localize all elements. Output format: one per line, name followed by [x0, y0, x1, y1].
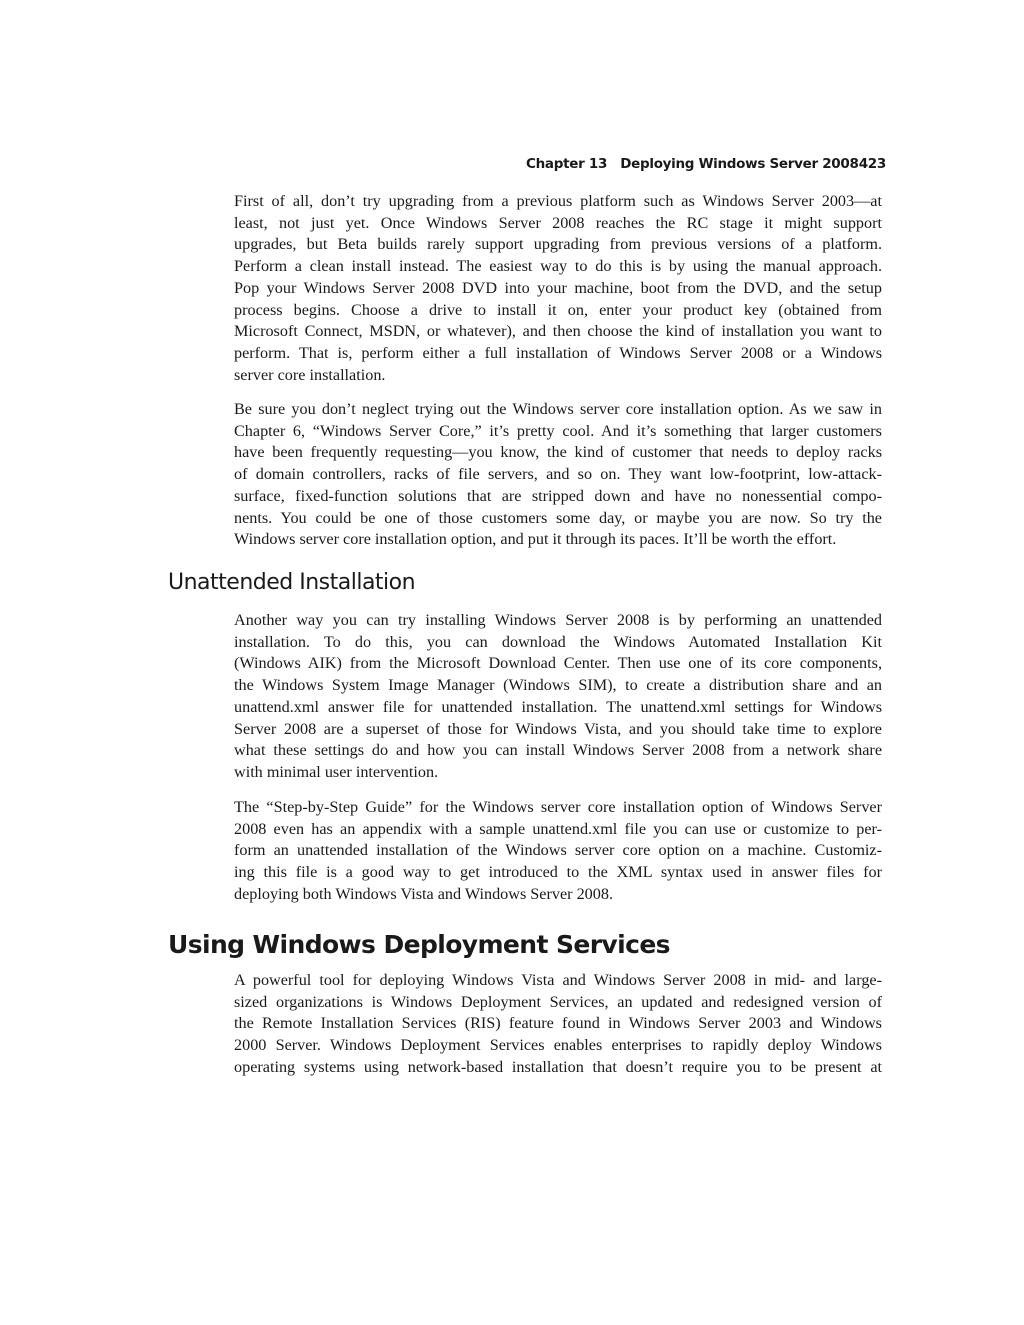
text-line: Pop your Windows Server 2008 DVD into your machine, boot from the DVD, and the setup — [234, 278, 882, 297]
text-line: of domain controllers, racks of file servers, and so on. They want low-footprint, low-attack- — [234, 465, 882, 484]
text-line: the Remote Installation Services (RIS) feature found in Windows Server 2003 and Windows — [234, 1014, 882, 1033]
paragraph-1 — [234, 191, 882, 386]
text-line: Windows server core installation option, and put it through its paces. It’ll be worth the effort. — [234, 530, 837, 549]
text-line: have been frequently requesting—you know, the kind of customer that needs to deploy racks — [234, 443, 882, 462]
text-line: Another way you can try installing Windows Server 2008 is by performing an unattended — [234, 611, 882, 629]
text-line: Perform a clean install instead. The easiest way to do this is by using the manual approach. — [234, 257, 882, 276]
text-line: least, not just yet. Once Windows Server 2008 reaches the RC stage it might support — [234, 213, 882, 232]
text-line: unattend.xml answer file for unattended installation. The unattend.xml settings for Windows — [234, 697, 882, 716]
section-heading-wds: Using Windows Deployment Services — [168, 930, 670, 959]
text-line: nents. You could be one of those customers some day, or maybe you are now. So try the — [234, 508, 882, 527]
text-line: Microsoft Connect, MSDN, or whatever), and then choose the kind of installation you want to — [234, 322, 882, 341]
page-number: 423 — [858, 156, 886, 172]
text-line: The “Step-by-Step Guide” for the Windows server core installation option of Windows Server — [234, 798, 882, 816]
text-line: process begins. Choose a drive to install it on, enter your product key (obtained from — [234, 300, 882, 319]
text-line: ing this file is a good way to get introduced to the XML syntax used in answer files for — [234, 863, 882, 882]
text-line: sized organizations is Windows Deployment Services, an updated and redesigned version of — [234, 992, 882, 1011]
text-line: Chapter 6, “Windows Server Core,” it’s pretty cool. And it’s something that larger customers — [234, 421, 882, 440]
text-line: form an unattended installation of the Windows server core option on a machine. Customiz- — [234, 841, 882, 860]
text-line: operating systems using network-based installation that doesn’t require you to be present at — [234, 1057, 882, 1076]
text-line: perform. That is, perform either a full installation of Windows Server 2008 or a Windows — [234, 343, 882, 362]
paragraph-5 — [234, 970, 882, 1079]
text-line: the Windows System Image Manager (Windows SIM), to create a distribution share and an — [234, 676, 882, 695]
text-line: 2008 even has an appendix with a sample unattend.xml file you can use or customize to per- — [234, 819, 882, 838]
text-line: with minimal user intervention. — [234, 762, 439, 781]
text-line: (Windows AIK) from the Microsoft Download Center. Then use one of its core components, — [234, 654, 882, 673]
section-heading-unattended: Unattended Installation — [168, 570, 416, 595]
text-line: surface, fixed-function solutions that are stripped down and have no nonessential compo- — [234, 486, 882, 505]
text-line: Server 2008 are a superset of those for Windows Vista, and you should take time to explore — [234, 719, 882, 738]
paragraph-4 — [234, 797, 882, 906]
text-line: server core installation. — [234, 365, 386, 384]
paragraph-3 — [234, 610, 882, 784]
text-line: 2000 Server. Windows Deployment Services enables enterprises to rapidly deploy Windows — [234, 1036, 882, 1055]
text-line: what these settings do and how you can install Windows Server 2008 from a network share — [234, 741, 882, 760]
text-line: installation. To do this, you can download the Windows Automated Installation Kit — [234, 632, 882, 651]
text-line: upgrades, but Beta builds rarely support upgrading from previous versions of a platform. — [234, 235, 882, 254]
text-line: Be sure you don’t neglect trying out the Windows server core installation option. As we saw in — [234, 400, 882, 418]
text-line: First of all, don’t try upgrading from a previous platform such as Windows Server 2003—at — [234, 192, 882, 210]
text-line: A powerful tool for deploying Windows Vista and Windows Server 2008 in mid- and large- — [234, 971, 882, 989]
text-line: deploying both Windows Vista and Windows Server 2008. — [234, 884, 614, 903]
running-title: Chapter 13 Deploying Windows Server 2008 — [526, 156, 859, 172]
paragraph-2 — [234, 399, 882, 551]
